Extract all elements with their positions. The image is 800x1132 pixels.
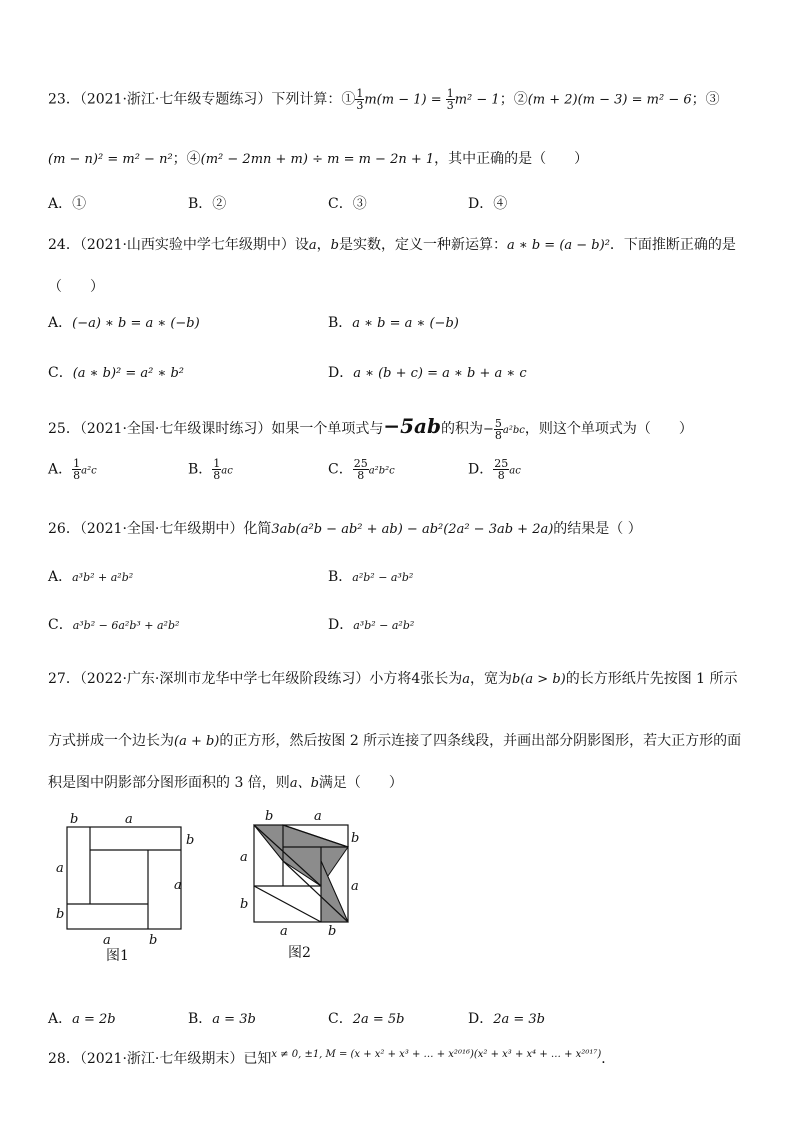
q26-option-b[interactable]: B．a²b² − a³b² (328, 569, 414, 585)
fig2-shade-4 (283, 847, 348, 886)
q25-product-var: a²bc (502, 425, 525, 436)
fig2-label-a-right: a (351, 879, 359, 894)
q25-option-d[interactable]: D． $\frac{25}{8}$ ac (468, 457, 521, 482)
q23-option-a[interactable]: A．① (48, 196, 87, 212)
fig2-label-b-top: b (265, 809, 274, 824)
figure-2 (232, 805, 372, 965)
fig2-label-a-left: a (240, 850, 248, 865)
q24-var-b: b (330, 238, 339, 253)
q27-side: (a + b) (174, 734, 220, 749)
q27-option-d[interactable]: D．2a = 3b (468, 1011, 546, 1027)
q24-line1 (48, 234, 736, 254)
fig2-caption: 图2 (288, 945, 311, 961)
q27-line3 (48, 772, 403, 792)
q27-option-a[interactable]: A．a = 2b (48, 1011, 116, 1027)
q25-option-b[interactable]: B． $\frac{1}{8}$ ac (188, 457, 233, 482)
q25-product-frac: $\frac{5}{8}$ (494, 416, 502, 442)
q28-line1 (48, 1048, 615, 1068)
q26-stem: 26．（2021·全国·七年级期中）化简 (48, 521, 272, 537)
fig1-label-a-right: a (174, 878, 182, 893)
q28-tail: ． (601, 1051, 616, 1067)
q24-mid: 是实数，定义一种新运算： (339, 237, 507, 253)
fig2-label-b-right: b (351, 831, 360, 846)
q25-line1 (48, 414, 693, 441)
q27-option-b[interactable]: B．a = 3b (188, 1011, 256, 1027)
q23-frac1: $\frac{1}{3}$ (356, 87, 364, 112)
q27-line1 (48, 668, 738, 688)
fig2-label-a-top: a (314, 809, 322, 824)
fig2-label-a-bottom: a (280, 924, 288, 939)
q27-var-a: a (462, 672, 471, 687)
fig2-shade-6 (321, 861, 348, 922)
q23-line1 (48, 88, 720, 111)
q24-tail: ．下面推断正确的是 (609, 237, 736, 253)
fig2-label-b-left: b (240, 897, 249, 912)
q27-line3-vars: a、b (289, 776, 319, 791)
q23-line2 (48, 148, 588, 168)
q28-expression: x ≠ 0, ±1, M = (x + x² + x³ + … + x²⁰¹⁶)(x² + x³ + x⁴ + … + x²⁰¹⁷) (271, 1049, 602, 1060)
fig1-label-b-left: b (56, 907, 65, 922)
fig2-label-b-bottom: b (328, 924, 337, 939)
q23-sep2: ；③ (691, 91, 720, 108)
fig1-caption: 图1 (106, 948, 129, 964)
q27-line3-text: 积是图中阴影部分图形面积的 3 倍，则 (48, 775, 290, 791)
q25-tail: ，则这个单项式为（ ） (524, 421, 693, 437)
q27-option-c[interactable]: C．2a = 5b (328, 1011, 405, 1027)
q24-var-a: a (308, 238, 317, 253)
q25-monomial: −5ab (383, 414, 441, 438)
q26-option-c[interactable]: C．a³b² − 6a²b³ + a²b² (48, 617, 180, 633)
q23-sep1: ；② (499, 91, 528, 108)
q27-mid: ，宽为 (470, 671, 513, 687)
q24-stem: 24．（2021·山西实验中学七年级期中）设 (48, 237, 309, 253)
fig1-label-a-bottom: a (103, 933, 111, 948)
q25-mid: 的积为 (440, 421, 483, 437)
q26-option-d[interactable]: D．a³b² − a²b² (328, 617, 415, 633)
q24-option-c[interactable]: C．(a ∗ b)² = a² ∗ b² (48, 365, 184, 381)
q23-eq1-mid: m(m − 1) = (364, 92, 446, 108)
q27-line2 (48, 730, 741, 750)
q25-stem: 25．（2021·全国·七年级课时练习）如果一个单项式与 (48, 421, 384, 437)
q24-comma: ， (316, 237, 331, 253)
q26-expression: 3ab(a²b − ab² + ab) − ab²(2a² − 3ab + 2a) (271, 522, 554, 537)
q23-stem: 23．（2021·浙江·七年级专题练习）下列计算：① (48, 91, 356, 108)
q23-eq3: (m − n)² = m² − n² (48, 152, 173, 167)
q27-line1-post: 的长方形纸片先按图 1 所示 (565, 671, 738, 687)
figure-1 (48, 805, 208, 965)
q24-option-d[interactable]: D．a ∗ (b + c) = a ∗ b + a ∗ c (328, 365, 527, 381)
q23-option-d[interactable]: D．④ (468, 196, 508, 212)
q25-sign: − (482, 422, 494, 437)
fig1-label-b-bottom: b (149, 933, 158, 948)
q23-option-b[interactable]: B．② (188, 196, 227, 212)
q24-definition: a ∗ b = (a − b)² (507, 238, 610, 253)
fig1-label-b-top-left: b (70, 812, 79, 827)
q26-line1 (48, 518, 642, 538)
q27-stem: 27．（2022·广东·深圳市龙华中学七年级阶段练习）小方将4张长为 (48, 671, 463, 687)
q23-eq4: (m² − 2mn + m) ÷ m = m − 2n + 1 (200, 152, 435, 167)
q27-line3-post: 满足（ ） (318, 775, 403, 791)
q23-eq1-post: m² − 1 (454, 92, 500, 108)
q28-stem: 28．（2021·浙江·七年级期末）已知 (48, 1051, 272, 1067)
q24-option-a[interactable]: A．(−a) ∗ b = a ∗ (−b) (48, 315, 200, 331)
q26-tail: 的结果是（ ） (553, 521, 642, 537)
q27-line2-post: 的正方形，然后按图 2 所示连接了四条线段，并画出部分阴影图形，若大正方形的面 (219, 733, 742, 749)
q24-paren: （ ） (48, 279, 104, 295)
q25-option-c[interactable]: C． $\frac{25}{8}$ a²b²c (328, 457, 395, 482)
fig1-label-a-left: a (56, 861, 64, 876)
q27-condition: b(a > b) (512, 672, 566, 687)
q23-option-c[interactable]: C．③ (328, 196, 367, 212)
q23-tail: ，其中正确的是（ ） (434, 151, 589, 167)
q23-sep3: ；④ (172, 151, 201, 167)
q23-eq2: (m + 2)(m − 3) = m² − 6 (527, 92, 692, 108)
q24-option-b[interactable]: B．a ∗ b = a ∗ (−b) (328, 315, 459, 331)
q25-option-a[interactable]: A． $\frac{1}{8}$ a²c (48, 457, 97, 482)
q26-option-a[interactable]: A．a³b² + a²b² (48, 569, 134, 585)
fig1-label-a-top: a (125, 812, 133, 827)
fig1-label-b-right: b (186, 833, 195, 848)
q23-frac2: $\frac{1}{3}$ (446, 87, 454, 112)
q27-line2-pre: 方式拼成一个边长为 (48, 733, 174, 749)
